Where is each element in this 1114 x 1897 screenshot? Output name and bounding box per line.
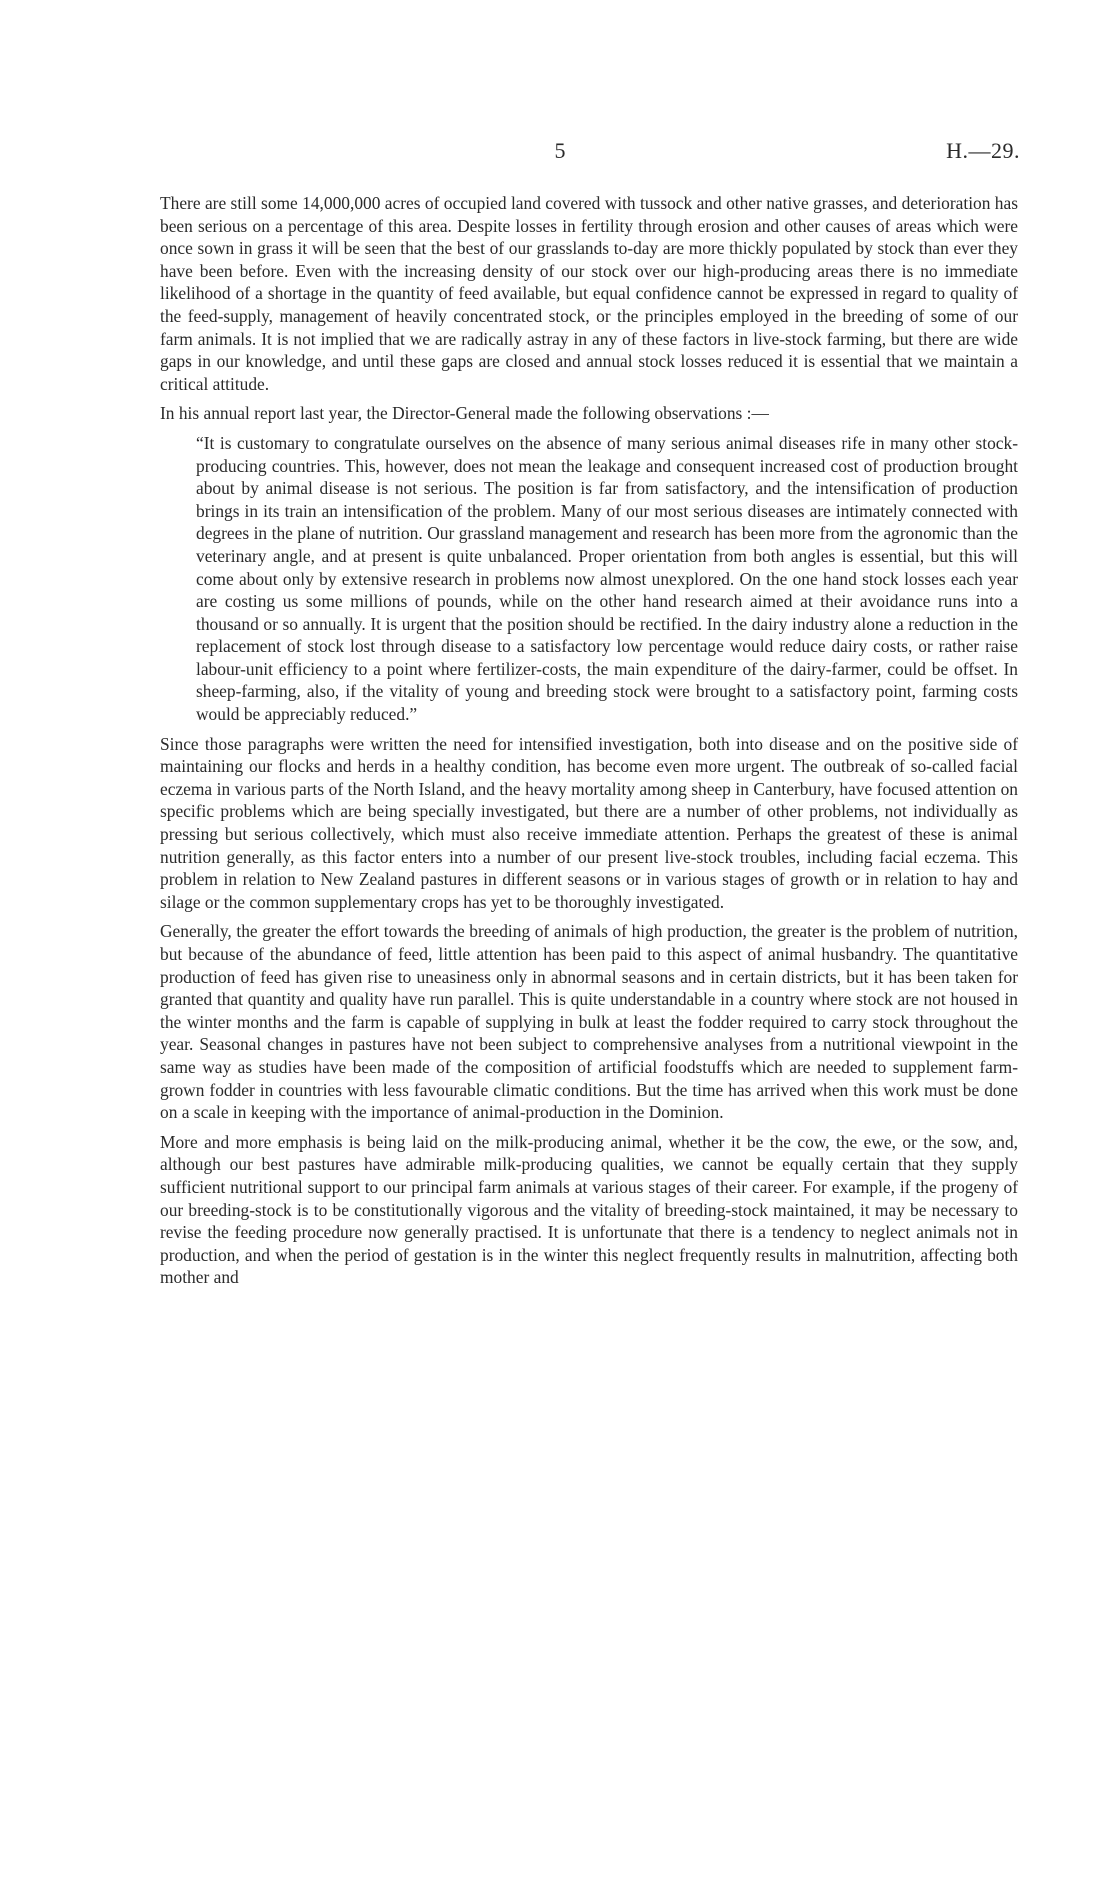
page-number: 5 <box>554 138 566 163</box>
block-quote: “It is customary to congratulate ourselves on the absence of many serious animal diseases rife in many other stock-producing countries. This, however, does not mean the leakage and consequent increased cost of production brought about by animal disease is not serious. The position is far from satisfactory, and the intensification of production brings in its train an intensification of the problem. Many of our most serious diseases are intimately connected with degrees in the plane of nutrition. Our grassland management and research has been more from the agronomic than the veterinary angle, and at present is quite unbalanced. Proper orientation from both angles is essential, but this will come about only by extensive research in problems now almost unexplored. On the one hand stock losses each year are costing us some millions of pounds, while on the other hand research aimed at their avoidance runs into a thousand or so annually. It is urgent that the position should be rectified. In the dairy industry alone a reduction in the replacement of stock lost through disease to a satisfactory low percentage would reduce dairy costs, or rather raise labour-unit efficiency to a point where fertilizer-costs, the main expenditure of the dairy-farmer, could be offset. In sheep-farming, also, if the vitality of young and breeding stock were brought to a satisfactory point, farming costs would be appreciably reduced.” <box>196 432 1018 725</box>
paragraph: Generally, the greater the effort towards the breeding of animals of high production, the greater is the problem of nutrition, but because of the abundance of feed, little attention has been paid to this aspect of animal husbandry. The quantitative production of feed has given rise to uneasiness only in abnormal seasons and in certain districts, but it has been taken for granted that quantity and quality have run parallel. This is quite understandable in a country where stock are not housed in the winter months and the farm is capable of supplying in bulk at least the fodder required to carry stock throughout the year. Seasonal changes in pastures have not been subject to comprehensive analyses from a nutritional viewpoint in the same way as studies have been made of the composition of artificial foodstuffs which are needed to supplement farm-grown fodder in countries with less favourable climatic conditions. But the time has arrived when this work must be done on a scale in keeping with the importance of animal-production in the Dominion. <box>160 921 1018 1123</box>
paragraph: In his annual report last year, the Director-General made the following observations :— <box>160 403 769 424</box>
paragraph: Since those paragraphs were written the need for intensified investigation, both into disease and on the positive side of maintaining our flocks and herds in a healthy condition, has become even more urgent. The outbreak of so-called facial eczema in various parts of the North Island, and the heavy mortality among sheep in Canterbury, have focused attention on specific problems which are being specially investigated, but there are a number of other problems, not individually as pressing but serious collectively, which must also receive immediate attention. Perhaps the greatest of these is animal nutrition generally, as this factor enters into a number of our present live-stock troubles, including facial eczema. This problem in relation to New Zealand pastures in different seasons or in various stages of growth or in relation to hay and silage or the common supplementary crops has yet to be thoroughly investigated. <box>160 733 1018 912</box>
paragraph: There are still some 14,000,000 acres of occupied land covered with tussock and other native grasses, and deterioration has been serious on a percentage of this area. Despite losses in fertility through erosion and other causes of areas which were once sown in grass it will be seen that the best of our grasslands to-day are more thickly populated by stock than ever they have been before. Even with the increasing density of our stock over our high-producing areas there is no immediate likelihood of a shortage in the quantity of feed available, but equal confidence cannot be expressed in regard to quality of the feed-supply, management of heavily concentrated stock, or the principles employed in the breeding of some of our farm animals. It is not implied that we are radically astray in any of these factors in live-stock farming, but there are wide gaps in our knowledge, and until these gaps are closed and annual stock losses reduced it is essential that we maintain a critical attitude. <box>160 193 1018 394</box>
document-reference: H.—29. <box>946 138 1020 163</box>
paragraph: More and more emphasis is being laid on the milk-producing animal, whether it be the cow, the ewe, or the sow, and, although our best pastures have admirable milk-producing qualities, we cannot be equally certain that they supply sufficient nutritional support to our principal farm animals at various stages of their career. For example, if the progeny of our breeding-stock is to be constitutionally vigorous and the vitality of breeding-stock maintained, it may be necessary to revise the feeding procedure now generally practised. It is unfortunate that there is a tendency to neglect animals not in production, and when the period of gestation is in the winter this neglect frequently results in malnutrition, affecting both mother and <box>160 1131 1018 1288</box>
body-text <box>160 192 1018 1296</box>
